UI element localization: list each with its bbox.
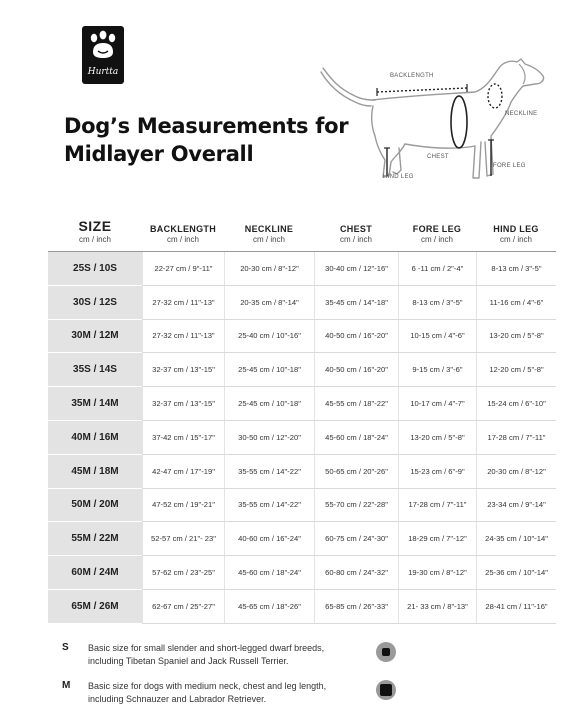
label-fore-leg: FORE LEG (493, 163, 526, 169)
page-title (64, 112, 348, 168)
table-row (48, 252, 556, 286)
cell-chest: 40-50 cm / 16"-20" (314, 320, 398, 354)
cell-backlength: 37-42 cm / 15"-17" (142, 421, 224, 455)
table-row (48, 320, 556, 354)
cell-size: 65M / 26M (48, 590, 142, 624)
cell-hind-leg: 24-35 cm / 10"-14" (476, 522, 556, 556)
table-row (48, 421, 556, 455)
table-row (48, 353, 556, 387)
cell-chest: 35-45 cm / 14"-18" (314, 286, 398, 320)
brand-logo-text: Hurtta (87, 67, 119, 77)
cell-neckline: 45-65 cm / 18"-26" (224, 590, 314, 624)
cell-neckline: 25-45 cm / 10"-18" (224, 353, 314, 387)
note-letter: S (62, 642, 69, 653)
cell-size: 35M / 14M (48, 387, 142, 421)
cell-backlength: 47-52 cm / 19"-21" (142, 489, 224, 523)
cell-fore-leg: 13-20 cm / 5"-8" (398, 421, 476, 455)
cell-chest: 55-70 cm / 22"-28" (314, 489, 398, 523)
cell-backlength: 32-37 cm / 13"-15" (142, 387, 224, 421)
header-backlength: BACKLENGTH cm / inch (142, 218, 224, 252)
cell-neckline: 40-60 cm / 16"-24" (224, 522, 314, 556)
cell-hind-leg: 25-36 cm / 10"-14" (476, 556, 556, 590)
cell-backlength: 52-57 cm / 21"- 23" (142, 522, 224, 556)
note-text (88, 680, 388, 706)
note-line: Basic size for small slender and short-legged dwarf breeds, (88, 643, 325, 653)
header-neckline: NECKLINE cm / inch (224, 218, 314, 252)
note-line: including Schnauzer and Labrador Retriever. (88, 694, 267, 704)
cell-fore-leg: 10-17 cm / 4"-7" (398, 387, 476, 421)
dog-measurement-diagram (315, 56, 555, 206)
size-notes (62, 642, 402, 718)
header-hind-leg: HIND LEG cm / inch (476, 218, 556, 252)
cell-chest: 40-50 cm / 16"-20" (314, 353, 398, 387)
cell-backlength: 27-32 cm / 11"-13" (142, 286, 224, 320)
cell-size: 60M / 24M (48, 556, 142, 590)
cell-size: 45M / 18M (48, 455, 142, 489)
cell-chest: 60-75 cm / 24"-30" (314, 522, 398, 556)
note-medium (62, 680, 402, 718)
size-table-body (48, 252, 556, 624)
note-line: Basic size for dogs with medium neck, chest and leg length, (88, 681, 327, 691)
cell-size: 30M / 12M (48, 320, 142, 354)
table-header-row (48, 218, 556, 252)
cell-chest: 45-60 cm / 18"-24" (314, 421, 398, 455)
cell-backlength: 62-67 cm / 25"-27" (142, 590, 224, 624)
cell-fore-leg: 10-15 cm / 4"-6" (398, 320, 476, 354)
cell-hind-leg: 12-20 cm / 5"-8" (476, 353, 556, 387)
brand-logo (82, 26, 124, 84)
cell-neckline: 20-35 cm / 8"-14" (224, 286, 314, 320)
table-row (48, 387, 556, 421)
cell-fore-leg: 17-28 cm / 7"-11" (398, 489, 476, 523)
table-row (48, 489, 556, 523)
cell-fore-leg: 21- 33 cm / 8"-13" (398, 590, 476, 624)
cell-fore-leg: 18-29 cm / 7"-12" (398, 522, 476, 556)
note-letter: M (62, 680, 71, 691)
header-fore-leg: FORE LEG cm / inch (398, 218, 476, 252)
title-line-1: Dog’s Measurements for (64, 114, 349, 138)
table-row (48, 590, 556, 624)
cell-neckline: 35-55 cm / 14"-22" (224, 455, 314, 489)
title-line-2: Midlayer Overall (64, 142, 254, 166)
note-text (88, 642, 388, 668)
header-chest: CHEST cm / inch (314, 218, 398, 252)
cell-chest: 50-65 cm / 20"-26" (314, 455, 398, 489)
cell-neckline: 30-50 cm / 12"-20" (224, 421, 314, 455)
cell-fore-leg: 6 -11 cm / 2"-4" (398, 252, 476, 286)
cell-size: 35S / 14S (48, 353, 142, 387)
note-line: including Tibetan Spaniel and Jack Russell Terrier. (88, 656, 289, 666)
cell-hind-leg: 15-24 cm / 6"-10" (476, 387, 556, 421)
header-size: SIZE cm / inch (48, 218, 142, 252)
cell-fore-leg: 15-23 cm / 6"-9" (398, 455, 476, 489)
cell-fore-leg: 9-15 cm / 3"-6" (398, 353, 476, 387)
cell-chest: 45-55 cm / 18"-22" (314, 387, 398, 421)
cell-neckline: 35-55 cm / 14"-22" (224, 489, 314, 523)
cell-hind-leg: 17-28 cm / 7"-11" (476, 421, 556, 455)
medium-size-swatch-icon (376, 680, 396, 700)
cell-size: 25S / 10S (48, 252, 142, 286)
cell-hind-leg: 13-20 cm / 5"-8" (476, 320, 556, 354)
cell-backlength: 57-62 cm / 23"-25" (142, 556, 224, 590)
cell-size: 55M / 22M (48, 522, 142, 556)
cell-size: 50M / 20M (48, 489, 142, 523)
table-row (48, 556, 556, 590)
cell-hind-leg: 11-16 cm / 4"-6" (476, 286, 556, 320)
dog-outline-icon (315, 56, 555, 206)
cell-neckline: 45-60 cm / 18"-24" (224, 556, 314, 590)
note-small (62, 642, 402, 680)
cell-size: 40M / 16M (48, 421, 142, 455)
size-table (48, 218, 556, 624)
small-size-swatch-icon (376, 642, 396, 662)
cell-chest: 60-80 cm / 24"-32" (314, 556, 398, 590)
cell-backlength: 22-27 cm / 9"-11" (142, 252, 224, 286)
cell-neckline: 25-40 cm / 10"-16" (224, 320, 314, 354)
cell-fore-leg: 19-30 cm / 8"-12" (398, 556, 476, 590)
label-neckline: NECKLINE (505, 111, 538, 117)
cell-backlength: 32-37 cm / 13"-15" (142, 353, 224, 387)
cell-fore-leg: 8-13 cm / 3"-5" (398, 286, 476, 320)
cell-neckline: 25-45 cm / 10"-18" (224, 387, 314, 421)
cell-chest: 30-40 cm / 12"-16" (314, 252, 398, 286)
label-hind-leg: HIND LEG (383, 174, 414, 180)
cell-size: 30S / 12S (48, 286, 142, 320)
cell-hind-leg: 20-30 cm / 8"-12" (476, 455, 556, 489)
cell-chest: 65-85 cm / 26"-33" (314, 590, 398, 624)
cell-hind-leg: 8-13 cm / 3"-5" (476, 252, 556, 286)
cell-hind-leg: 23-34 cm / 9"-14" (476, 489, 556, 523)
cell-neckline: 20-30 cm / 8"-12" (224, 252, 314, 286)
cell-hind-leg: 28-41 cm / 11"-16" (476, 590, 556, 624)
label-chest: CHEST (427, 154, 449, 160)
table-row (48, 455, 556, 489)
cell-backlength: 42-47 cm / 17"-19" (142, 455, 224, 489)
table-row (48, 286, 556, 320)
table-row (48, 522, 556, 556)
cell-backlength: 27-32 cm / 11"-13" (142, 320, 224, 354)
label-backlength: BACKLENGTH (390, 73, 434, 79)
